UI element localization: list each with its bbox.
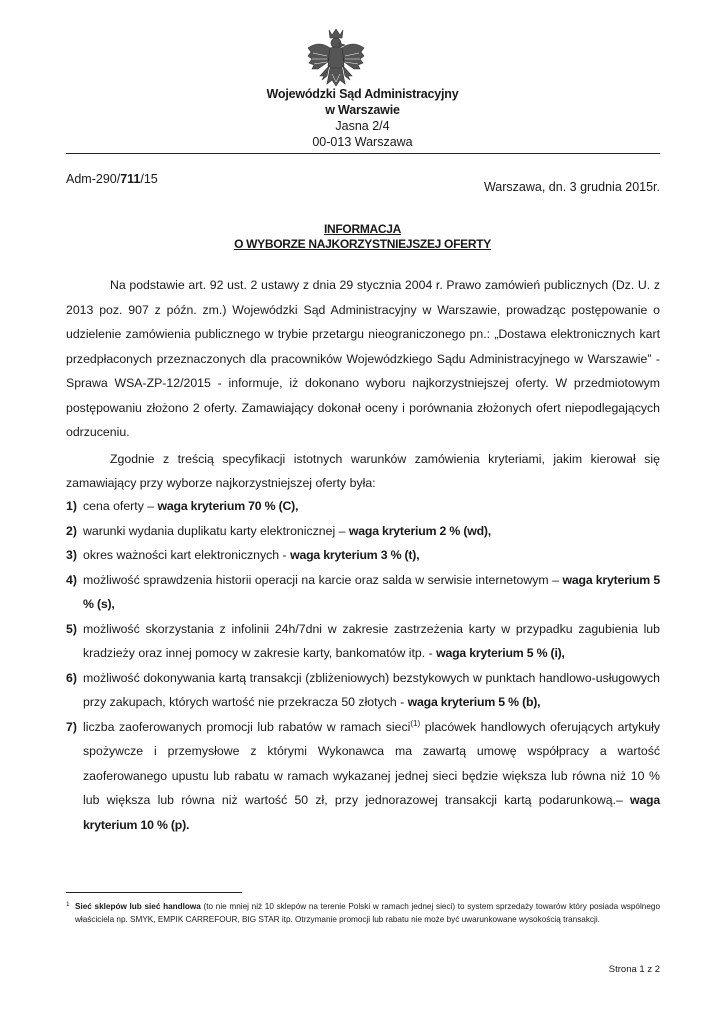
document-subtitle: O WYBORZE NAJKORZYSTNIEJSZEJ OFERTY: [234, 237, 491, 251]
reference-number: [66, 172, 158, 186]
body-text: [66, 273, 660, 496]
criterion-number: 7): [66, 719, 77, 734]
criterion-weight: waga kryterium 2 % (wd),: [348, 523, 492, 538]
criterion-item: [66, 543, 660, 568]
criterion-number: 6): [66, 670, 77, 685]
court-postal-city: 00-013 Warszawa: [312, 135, 413, 149]
criterion-number: 1): [66, 499, 77, 513]
page-number: Strona 1 z 2: [608, 964, 660, 975]
criterion-number: 5): [66, 621, 77, 636]
criterion-text: możliwość sprawdzenia historii operacji na karcie oraz salda w serwisie internetowym –: [83, 572, 563, 587]
criterion-item: [66, 666, 660, 715]
criterion-item: [66, 715, 660, 838]
reference-prefix: Adm-290/: [66, 172, 121, 186]
place-date: Warszawa, dn. 3 grudnia 2015r.: [483, 180, 660, 194]
criterion-weight: waga kryterium 5 % (i),: [436, 646, 565, 660]
criterion-weight: waga kryterium 5 % (b),: [407, 695, 541, 709]
criterion-text: cena oferty –: [83, 499, 158, 513]
header-divider: [66, 153, 660, 154]
criterion-item: [66, 568, 660, 617]
footnote-number: 1: [66, 901, 70, 908]
criterion-text: możliwość dokonywania kartą transakcji (zbliżeniowych) bezstykowych w punktach handlowo-usługowych przy zakupach, których wartość nie przekracza 50 złotych -: [83, 670, 660, 709]
criterion-weight: waga kryterium 3 % (t),: [290, 548, 420, 562]
criterion-number: 4): [66, 572, 77, 587]
court-street: Jasna 2/4: [335, 119, 390, 133]
criterion-text: warunki wydania duplikatu karty elektronicznej –: [83, 523, 349, 538]
criterion-text: okres ważności kart elektronicznych -: [83, 548, 291, 562]
polish-eagle-emblem-icon: [305, 26, 367, 90]
footnote-divider: [66, 892, 242, 893]
criterion-item: [66, 494, 660, 519]
footnote: [66, 900, 660, 926]
criterion-weight: waga kryterium 10 % (p).: [83, 793, 660, 832]
paragraph-2: Zgodnie z treścią specyfikacji istotnych warunków zamówienia kryteriami, jakim kierował się zamawiający przy wyborze najkorzystniejszej oferty była:: [66, 451, 660, 490]
criterion-text: możliwość skorzystania z infolinii 24h/7dni w zakresie zastrzeżenia karty w przypadku zagubienia lub kradzieży oraz innej pomocy w zakresie karty, bankomatów itp. -: [83, 621, 660, 660]
reference-suffix: /15: [140, 172, 158, 186]
court-city: w Warszawie: [325, 103, 400, 117]
criteria-list: [66, 494, 660, 837]
paragraph-1: Na podstawie art. 92 ust. 2 ustawy z dnia 29 stycznia 2004 r. Prawo zamówień publicznych (Dz. U. z 2013 poz. 907 z późn. zm.) Wojewódzki Sąd Administracyjny w Warszawie, prowadząc postępowanie o udzielenie zamówienia publicznego w trybie przetargu nieograniczonego pn.: „Dostawa elektronicznych kart przedpłaconych przeznaczonych dla pracowników Wojewódzkiego Sądu Administracyjnego w Warszawie” - Sprawa WSA-ZP-12/2015 - informuje, iż dokonano wyboru najkorzystniejszej oferty. W przedmiotowym postępowaniu złożono 2 oferty. Zamawiający dokonał oceny i porównania złożonych ofert niepodlegających odrzuceniu.: [66, 278, 660, 439]
footnote-reference[interactable]: (1): [410, 718, 421, 728]
footnote-term: Sieć sklepów lub sieć handlowa: [75, 902, 201, 911]
criterion-text: liczba zaoferowanych promocji lub rabatów w ramach sieci: [83, 719, 411, 734]
criterion-number: 2): [66, 523, 77, 538]
criterion-weight: waga kryterium 5 % (s),: [83, 572, 660, 611]
criterion-item: [66, 617, 660, 666]
criterion-text-continued: placówek handlowych oferujących artykuły spożywcze i przemysłowe z którymi Wykonawca ma zawartą umowę współpracy a wartość zaoferowanego upustu lub rabatu w ramach wykazanej jednej sieci będzie większa lub równa niż 10 % lub większa lub równa niż wartość 50 zł, przy jednorazowej transakcji kartą podarunkową.–: [83, 719, 660, 807]
criterion-weight: waga kryterium 70 % (C),: [157, 499, 299, 513]
footnote-text: (to nie mniej niż 10 sklepów na terenie Polski w ramach jednej sieci) to system sprzedaży towarów który posiada wspólnego właściciela np. SMYK, EMPIK CARREFOUR, BIG STAR itp. Otrzymanie promocji lub rabatu nie może być uwarunkowane wysokością transakcji.: [75, 902, 660, 924]
criterion-item: [66, 519, 660, 544]
criterion-number: 3): [66, 548, 77, 562]
court-name: Wojewódzki Sąd Administracyjny: [266, 87, 459, 101]
document-title: INFORMACJA: [324, 222, 401, 236]
reference-number-bold: 711: [120, 172, 141, 186]
